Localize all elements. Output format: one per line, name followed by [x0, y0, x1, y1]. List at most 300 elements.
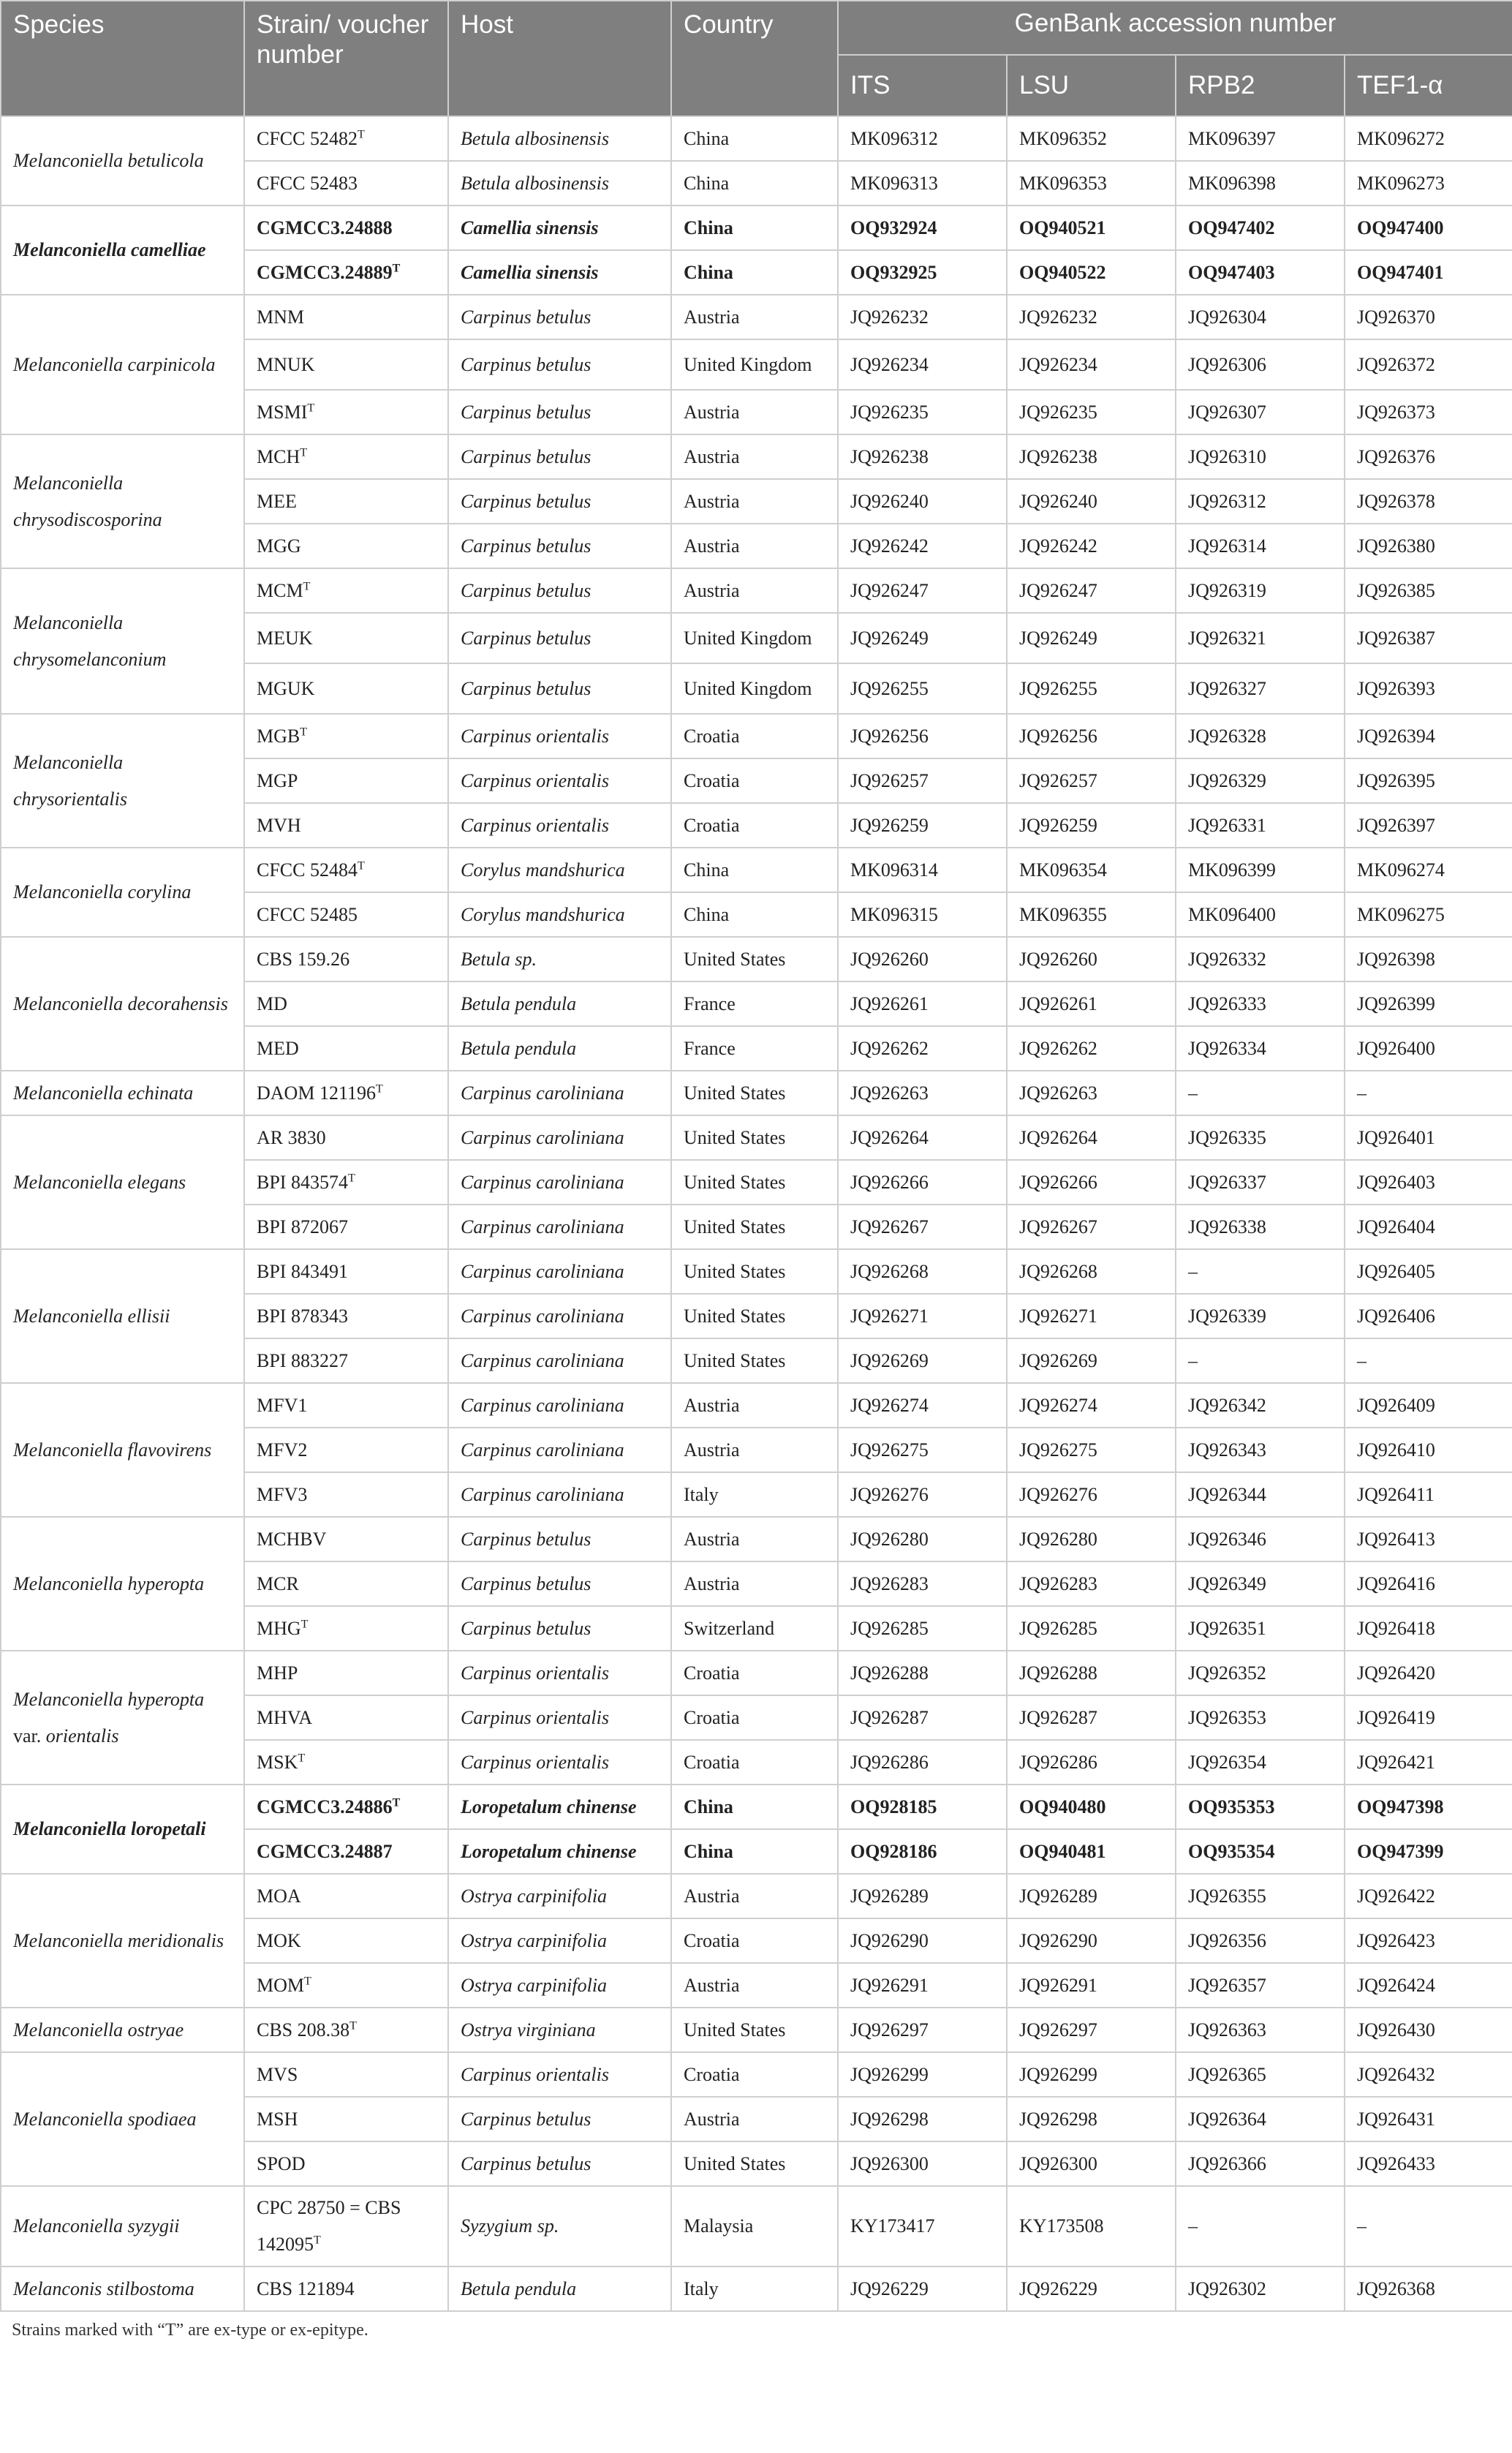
country-cell: Austria [671, 434, 838, 479]
tef1-cell: JQ926431 [1345, 2097, 1512, 2141]
tef1-cell: JQ926420 [1345, 1651, 1512, 1695]
species-cell [1, 1249, 244, 1383]
country-cell: Austria [671, 1963, 838, 2008]
tef1-cell: JQ926416 [1345, 1561, 1512, 1606]
lsu-cell: JQ926298 [1007, 2097, 1176, 2141]
host-cell: Carpinus orientalis [448, 2052, 671, 2097]
host-cell: Betula pendula [448, 981, 671, 1026]
tef1-cell: JQ926406 [1345, 1294, 1512, 1338]
host-cell: Carpinus caroliniana [448, 1071, 671, 1115]
ex-type-mark: T [347, 1171, 355, 1184]
lsu-cell: JQ926286 [1007, 1740, 1176, 1785]
host-cell: Ostrya carpinifolia [448, 1918, 671, 1963]
strain-cell [244, 479, 448, 524]
host-cell: Carpinus caroliniana [448, 1294, 671, 1338]
strain-number: MED [257, 1037, 299, 1059]
species-cell [1, 848, 244, 937]
tef1-cell: – [1345, 1071, 1512, 1115]
strain-cell [244, 1561, 448, 1606]
rpb2-cell: JQ926338 [1176, 1205, 1345, 1249]
strain-number: MVS [257, 2063, 298, 2085]
ex-type-mark: T [303, 579, 311, 592]
tef1-cell: JQ926401 [1345, 1115, 1512, 1160]
tef1-cell: JQ926400 [1345, 1026, 1512, 1071]
lsu-cell: OQ940481 [1007, 1829, 1176, 1874]
strain-cell [244, 390, 448, 434]
ex-type-mark: T [298, 1751, 306, 1764]
host-cell: Carpinus caroliniana [448, 1160, 671, 1205]
strain-number: CBS 121894 [257, 2277, 355, 2299]
country-cell: Austria [671, 1874, 838, 1918]
strain-cell [244, 1160, 448, 1205]
strain-cell [244, 1874, 448, 1918]
rpb2-cell: JQ926349 [1176, 1561, 1345, 1606]
header-strain: Strain/ voucher number [244, 1, 448, 116]
country-cell: China [671, 161, 838, 206]
its-cell: JQ926266 [838, 1160, 1007, 1205]
rpb2-cell: JQ926334 [1176, 1026, 1345, 1071]
its-cell: JQ926264 [838, 1115, 1007, 1160]
its-cell: JQ926288 [838, 1651, 1007, 1695]
rpb2-cell: MK096398 [1176, 161, 1345, 206]
host-cell: Ostrya carpinifolia [448, 1963, 671, 2008]
country-cell: United States [671, 1205, 838, 1249]
host-cell: Betula albosinensis [448, 161, 671, 206]
strain-number: DAOM 121196 [257, 1082, 376, 1104]
ex-type-mark: T [300, 445, 308, 459]
strain-number: MOM [257, 1974, 305, 1996]
tef1-cell: JQ926413 [1345, 1517, 1512, 1561]
lsu-cell: JQ926268 [1007, 1249, 1176, 1294]
rpb2-cell: JQ926343 [1176, 1428, 1345, 1472]
species-name: Melanconiella syzygii [13, 2215, 180, 2237]
ex-type-mark: T [349, 2019, 357, 2032]
strain-cell [244, 714, 448, 758]
rpb2-cell: JQ926357 [1176, 1963, 1345, 2008]
header-rpb2: RPB2 [1176, 55, 1345, 116]
its-cell: JQ926259 [838, 803, 1007, 848]
strain-cell [244, 1963, 448, 2008]
host-cell: Betula pendula [448, 2267, 671, 2311]
table-row [1, 2267, 1512, 2311]
strain-cell [244, 434, 448, 479]
header-host: Host [448, 1, 671, 116]
rpb2-cell: JQ926366 [1176, 2141, 1345, 2186]
host-cell: Betula pendula [448, 1026, 671, 1071]
species-rank: var. [13, 1725, 42, 1747]
its-cell: JQ926242 [838, 524, 1007, 568]
its-cell: OQ932925 [838, 250, 1007, 295]
species-name: Melanconiella meridionalis [13, 1929, 224, 1951]
header-its: ITS [838, 55, 1007, 116]
species-name: Melanconis stilbostoma [13, 2277, 194, 2299]
lsu-cell: OQ940480 [1007, 1785, 1176, 1829]
lsu-cell: JQ926257 [1007, 758, 1176, 803]
species-name: Melanconiella ostryae [13, 2019, 184, 2041]
ex-type-mark: T [304, 1974, 311, 1987]
rpb2-cell: JQ926312 [1176, 479, 1345, 524]
rpb2-cell: JQ926353 [1176, 1695, 1345, 1740]
strain-number: CPC 28750 = CBS 142095 [257, 2197, 401, 2255]
rpb2-cell: JQ926306 [1176, 339, 1345, 390]
rpb2-cell: MK096399 [1176, 848, 1345, 892]
country-cell: United Kingdom [671, 339, 838, 390]
species-name: Melanconiella loropetali [13, 1818, 206, 1839]
lsu-cell: JQ926256 [1007, 714, 1176, 758]
country-cell: Austria [671, 479, 838, 524]
strain-number: MFV3 [257, 1483, 308, 1505]
ex-type-mark: T [314, 2234, 321, 2247]
rpb2-cell: JQ926346 [1176, 1517, 1345, 1561]
country-cell: Croatia [671, 758, 838, 803]
species-cell [1, 2008, 244, 2052]
host-cell: Carpinus orientalis [448, 1651, 671, 1695]
host-cell: Ostrya virginiana [448, 2008, 671, 2052]
lsu-cell: OQ940522 [1007, 250, 1176, 295]
strain-number: CBS 208.38 [257, 2019, 350, 2041]
strain-cell [244, 1338, 448, 1383]
tef1-cell: OQ947401 [1345, 250, 1512, 295]
strain-cell [244, 1517, 448, 1561]
rpb2-cell: JQ926354 [1176, 1740, 1345, 1785]
strain-number: MCH [257, 445, 300, 467]
strain-number: BPI 878343 [257, 1305, 348, 1327]
table-row [1, 2186, 1512, 2267]
its-cell: JQ926280 [838, 1517, 1007, 1561]
its-cell: JQ926255 [838, 663, 1007, 714]
rpb2-cell: OQ935354 [1176, 1829, 1345, 1874]
country-cell: United Kingdom [671, 663, 838, 714]
lsu-cell: JQ926240 [1007, 479, 1176, 524]
host-cell: Loropetalum chinense [448, 1829, 671, 1874]
strain-number: MSH [257, 2108, 298, 2130]
tef1-cell: MK096273 [1345, 161, 1512, 206]
strain-number: MEUK [257, 627, 313, 649]
host-cell: Carpinus betulus [448, 339, 671, 390]
country-cell: United States [671, 1249, 838, 1294]
species-name: Melanconiella chrysomelanconium [13, 611, 167, 670]
its-cell: JQ926275 [838, 1428, 1007, 1472]
tef1-cell: JQ926404 [1345, 1205, 1512, 1249]
rpb2-cell: JQ926363 [1176, 2008, 1345, 2052]
tef1-cell: JQ926432 [1345, 2052, 1512, 2097]
table-footnote: Strains marked with “T” are ex-type or ex-epitype. [12, 2321, 368, 2340]
table-row [1, 295, 1512, 339]
strain-cell [244, 2097, 448, 2141]
lsu-cell: JQ926249 [1007, 613, 1176, 663]
country-cell: Croatia [671, 803, 838, 848]
lsu-cell: JQ926235 [1007, 390, 1176, 434]
strain-number: MSMI [257, 401, 308, 423]
rpb2-cell: JQ926342 [1176, 1383, 1345, 1428]
lsu-cell: JQ926247 [1007, 568, 1176, 613]
species-name: Melanconiella elegans [13, 1171, 186, 1193]
its-cell: JQ926300 [838, 2141, 1007, 2186]
strain-cell [244, 2141, 448, 2186]
ex-type-mark: T [307, 401, 315, 414]
tef1-cell: JQ926380 [1345, 524, 1512, 568]
its-cell: OQ928186 [838, 1829, 1007, 1874]
host-cell: Carpinus betulus [448, 613, 671, 663]
its-cell: JQ926289 [838, 1874, 1007, 1918]
strain-cell [244, 1606, 448, 1651]
host-cell: Carpinus orientalis [448, 1740, 671, 1785]
strain-number: MNM [257, 306, 305, 328]
strain-number: CGMCC3.24887 [257, 1840, 393, 1862]
rpb2-cell: JQ926328 [1176, 714, 1345, 758]
strain-number: SPOD [257, 2152, 306, 2174]
species-cell [1, 434, 244, 568]
species-cell [1, 714, 244, 848]
host-cell: Carpinus caroliniana [448, 1249, 671, 1294]
strain-number: CFCC 52482 [257, 127, 358, 149]
its-cell: JQ926260 [838, 937, 1007, 981]
tef1-cell: MK096272 [1345, 116, 1512, 161]
country-cell: Italy [671, 2267, 838, 2311]
country-cell: Croatia [671, 1651, 838, 1695]
strain-cell [244, 2267, 448, 2311]
its-cell: MK096312 [838, 116, 1007, 161]
tef1-cell: JQ926409 [1345, 1383, 1512, 1428]
its-cell: MK096314 [838, 848, 1007, 892]
strain-cell [244, 848, 448, 892]
table-row [1, 1115, 1512, 1160]
lsu-cell: JQ926266 [1007, 1160, 1176, 1205]
country-cell: Austria [671, 295, 838, 339]
host-cell: Carpinus caroliniana [448, 1205, 671, 1249]
species-name: Melanconiella chrysodiscosporina [13, 472, 162, 530]
its-cell: JQ926287 [838, 1695, 1007, 1740]
host-cell: Carpinus caroliniana [448, 1428, 671, 1472]
rpb2-cell: OQ935353 [1176, 1785, 1345, 1829]
tef1-cell: JQ926399 [1345, 981, 1512, 1026]
strain-number: MCR [257, 1572, 299, 1594]
its-cell: JQ926271 [838, 1294, 1007, 1338]
tef1-cell: JQ926423 [1345, 1918, 1512, 1963]
strain-number: MVH [257, 814, 301, 836]
species-name: Melanconiella betulicola [13, 150, 204, 171]
ex-type-mark: T [358, 127, 365, 140]
lsu-cell: JQ926280 [1007, 1517, 1176, 1561]
country-cell: Austria [671, 390, 838, 434]
strain-number: AR 3830 [257, 1126, 326, 1148]
tef1-cell: JQ926418 [1345, 1606, 1512, 1651]
host-cell: Carpinus orientalis [448, 758, 671, 803]
rpb2-cell: JQ926319 [1176, 568, 1345, 613]
strain-cell [244, 295, 448, 339]
country-cell: Switzerland [671, 1606, 838, 1651]
tef1-cell: JQ926376 [1345, 434, 1512, 479]
species-name: Melanconiella camelliae [13, 239, 206, 260]
tef1-cell: JQ926395 [1345, 758, 1512, 803]
lsu-cell: MK096354 [1007, 848, 1176, 892]
tef1-cell: JQ926370 [1345, 295, 1512, 339]
table-row [1, 568, 1512, 613]
rpb2-cell: JQ926304 [1176, 295, 1345, 339]
species-cell [1, 1115, 244, 1249]
country-cell: Austria [671, 1561, 838, 1606]
strain-cell [244, 1205, 448, 1249]
table-row [1, 2008, 1512, 2052]
its-cell: JQ926290 [838, 1918, 1007, 1963]
strain-number: MEE [257, 490, 297, 512]
rpb2-cell: JQ926335 [1176, 1115, 1345, 1160]
tef1-cell: JQ926368 [1345, 2267, 1512, 2311]
lsu-cell: JQ926232 [1007, 295, 1176, 339]
its-cell: MK096315 [838, 892, 1007, 937]
lsu-cell: JQ926288 [1007, 1651, 1176, 1695]
country-cell: China [671, 892, 838, 937]
strain-number: CFCC 52483 [257, 172, 358, 194]
strain-cell [244, 206, 448, 250]
tef1-cell: JQ926405 [1345, 1249, 1512, 1294]
host-cell: Carpinus betulus [448, 524, 671, 568]
species-name: Melanconiella corylina [13, 881, 192, 903]
species-cell [1, 2186, 244, 2267]
strain-cell [244, 937, 448, 981]
its-cell: JQ926257 [838, 758, 1007, 803]
lsu-cell: JQ926234 [1007, 339, 1176, 390]
strain-number: BPI 843491 [257, 1260, 348, 1282]
its-cell: KY173417 [838, 2186, 1007, 2267]
species-name: Melanconiella ellisii [13, 1305, 170, 1327]
host-cell: Carpinus betulus [448, 434, 671, 479]
its-cell: JQ926291 [838, 1963, 1007, 2008]
host-cell: Carpinus caroliniana [448, 1472, 671, 1517]
species-cell [1, 1785, 244, 1874]
country-cell: France [671, 1026, 838, 1071]
ex-type-mark: T [375, 1082, 383, 1095]
strain-number: MHVA [257, 1706, 313, 1728]
table-body [1, 116, 1512, 2311]
country-cell: China [671, 848, 838, 892]
strain-cell [244, 524, 448, 568]
its-cell: JQ926261 [838, 981, 1007, 1026]
tef1-cell: JQ926394 [1345, 714, 1512, 758]
rpb2-cell: MK096397 [1176, 116, 1345, 161]
strain-cell [244, 116, 448, 161]
rpb2-cell: JQ926302 [1176, 2267, 1345, 2311]
country-cell: Croatia [671, 1695, 838, 1740]
table-row [1, 1249, 1512, 1294]
country-cell: Croatia [671, 2052, 838, 2097]
its-cell: JQ926256 [838, 714, 1007, 758]
species-name: Melanconiella decorahensis [13, 992, 228, 1014]
strain-cell [244, 1651, 448, 1695]
its-cell: JQ926274 [838, 1383, 1007, 1428]
its-cell: JQ926235 [838, 390, 1007, 434]
strain-number: CGMCC3.24888 [257, 216, 393, 238]
lsu-cell: JQ926262 [1007, 1026, 1176, 1071]
species-cell [1, 1874, 244, 2008]
host-cell: Betula sp. [448, 937, 671, 981]
rpb2-cell: MK096400 [1176, 892, 1345, 937]
tef1-cell: JQ926419 [1345, 1695, 1512, 1740]
table-row [1, 1874, 1512, 1918]
species-name: Melanconiella chrysorientalis [13, 751, 127, 810]
ex-type-mark: T [300, 1617, 309, 1630]
ex-type-mark: T [358, 859, 365, 872]
country-cell: Austria [671, 1383, 838, 1428]
lsu-cell: JQ926238 [1007, 434, 1176, 479]
rpb2-cell: JQ926351 [1176, 1606, 1345, 1651]
rpb2-cell: JQ926333 [1176, 981, 1345, 1026]
strain-cell [244, 250, 448, 295]
tef1-cell: JQ926378 [1345, 479, 1512, 524]
strain-cell [244, 1428, 448, 1472]
lsu-cell: JQ926291 [1007, 1963, 1176, 2008]
rpb2-cell: JQ926327 [1176, 663, 1345, 714]
rpb2-cell: – [1176, 1071, 1345, 1115]
tef1-cell: MK096275 [1345, 892, 1512, 937]
strain-cell [244, 1740, 448, 1785]
strain-cell [244, 1115, 448, 1160]
species-cell [1, 206, 244, 295]
host-cell: Carpinus betulus [448, 568, 671, 613]
country-cell: China [671, 1829, 838, 1874]
strain-number: MHP [257, 1662, 298, 1684]
country-cell: Croatia [671, 714, 838, 758]
its-cell: JQ926276 [838, 1472, 1007, 1517]
country-cell: Croatia [671, 1918, 838, 1963]
country-cell: United States [671, 1160, 838, 1205]
country-cell: China [671, 1785, 838, 1829]
strain-number: MGP [257, 769, 298, 791]
host-cell: Carpinus betulus [448, 2097, 671, 2141]
tef1-cell: JQ926421 [1345, 1740, 1512, 1785]
lsu-cell: JQ926261 [1007, 981, 1176, 1026]
species-name: Melanconiella hyperopta [13, 1688, 205, 1710]
host-cell: Carpinus betulus [448, 663, 671, 714]
strain-number: MD [257, 992, 287, 1014]
strain-cell [244, 803, 448, 848]
tef1-cell: JQ926397 [1345, 803, 1512, 848]
strain-cell [244, 981, 448, 1026]
rpb2-cell: – [1176, 1338, 1345, 1383]
rpb2-cell: – [1176, 2186, 1345, 2267]
table-row [1, 848, 1512, 892]
strain-number: CBS 159.26 [257, 948, 350, 970]
strain-number: CFCC 52485 [257, 903, 358, 925]
lsu-cell: OQ940521 [1007, 206, 1176, 250]
header-species: Species [1, 1, 244, 116]
table-row [1, 206, 1512, 250]
species-cell [1, 1383, 244, 1517]
strain-number: CGMCC3.24889 [257, 261, 393, 283]
country-cell: China [671, 206, 838, 250]
host-cell: Loropetalum chinense [448, 1785, 671, 1829]
tef1-cell: JQ926398 [1345, 937, 1512, 981]
country-cell: Italy [671, 1472, 838, 1517]
lsu-cell: JQ926276 [1007, 1472, 1176, 1517]
strain-cell [244, 2052, 448, 2097]
rpb2-cell: – [1176, 1249, 1345, 1294]
strain-cell [244, 1071, 448, 1115]
tef1-cell: – [1345, 2186, 1512, 2267]
strain-number: BPI 872067 [257, 1216, 348, 1237]
species-cell [1, 295, 244, 434]
tef1-cell: JQ926387 [1345, 613, 1512, 663]
host-cell: Carpinus betulus [448, 1517, 671, 1561]
tef1-cell: JQ926403 [1345, 1160, 1512, 1205]
rpb2-cell: JQ926310 [1176, 434, 1345, 479]
rpb2-cell: JQ926321 [1176, 613, 1345, 663]
species-cell [1, 2052, 244, 2186]
tef1-cell: MK096274 [1345, 848, 1512, 892]
its-cell: JQ926234 [838, 339, 1007, 390]
strain-number: CGMCC3.24886 [257, 1796, 393, 1817]
its-cell: JQ926232 [838, 295, 1007, 339]
